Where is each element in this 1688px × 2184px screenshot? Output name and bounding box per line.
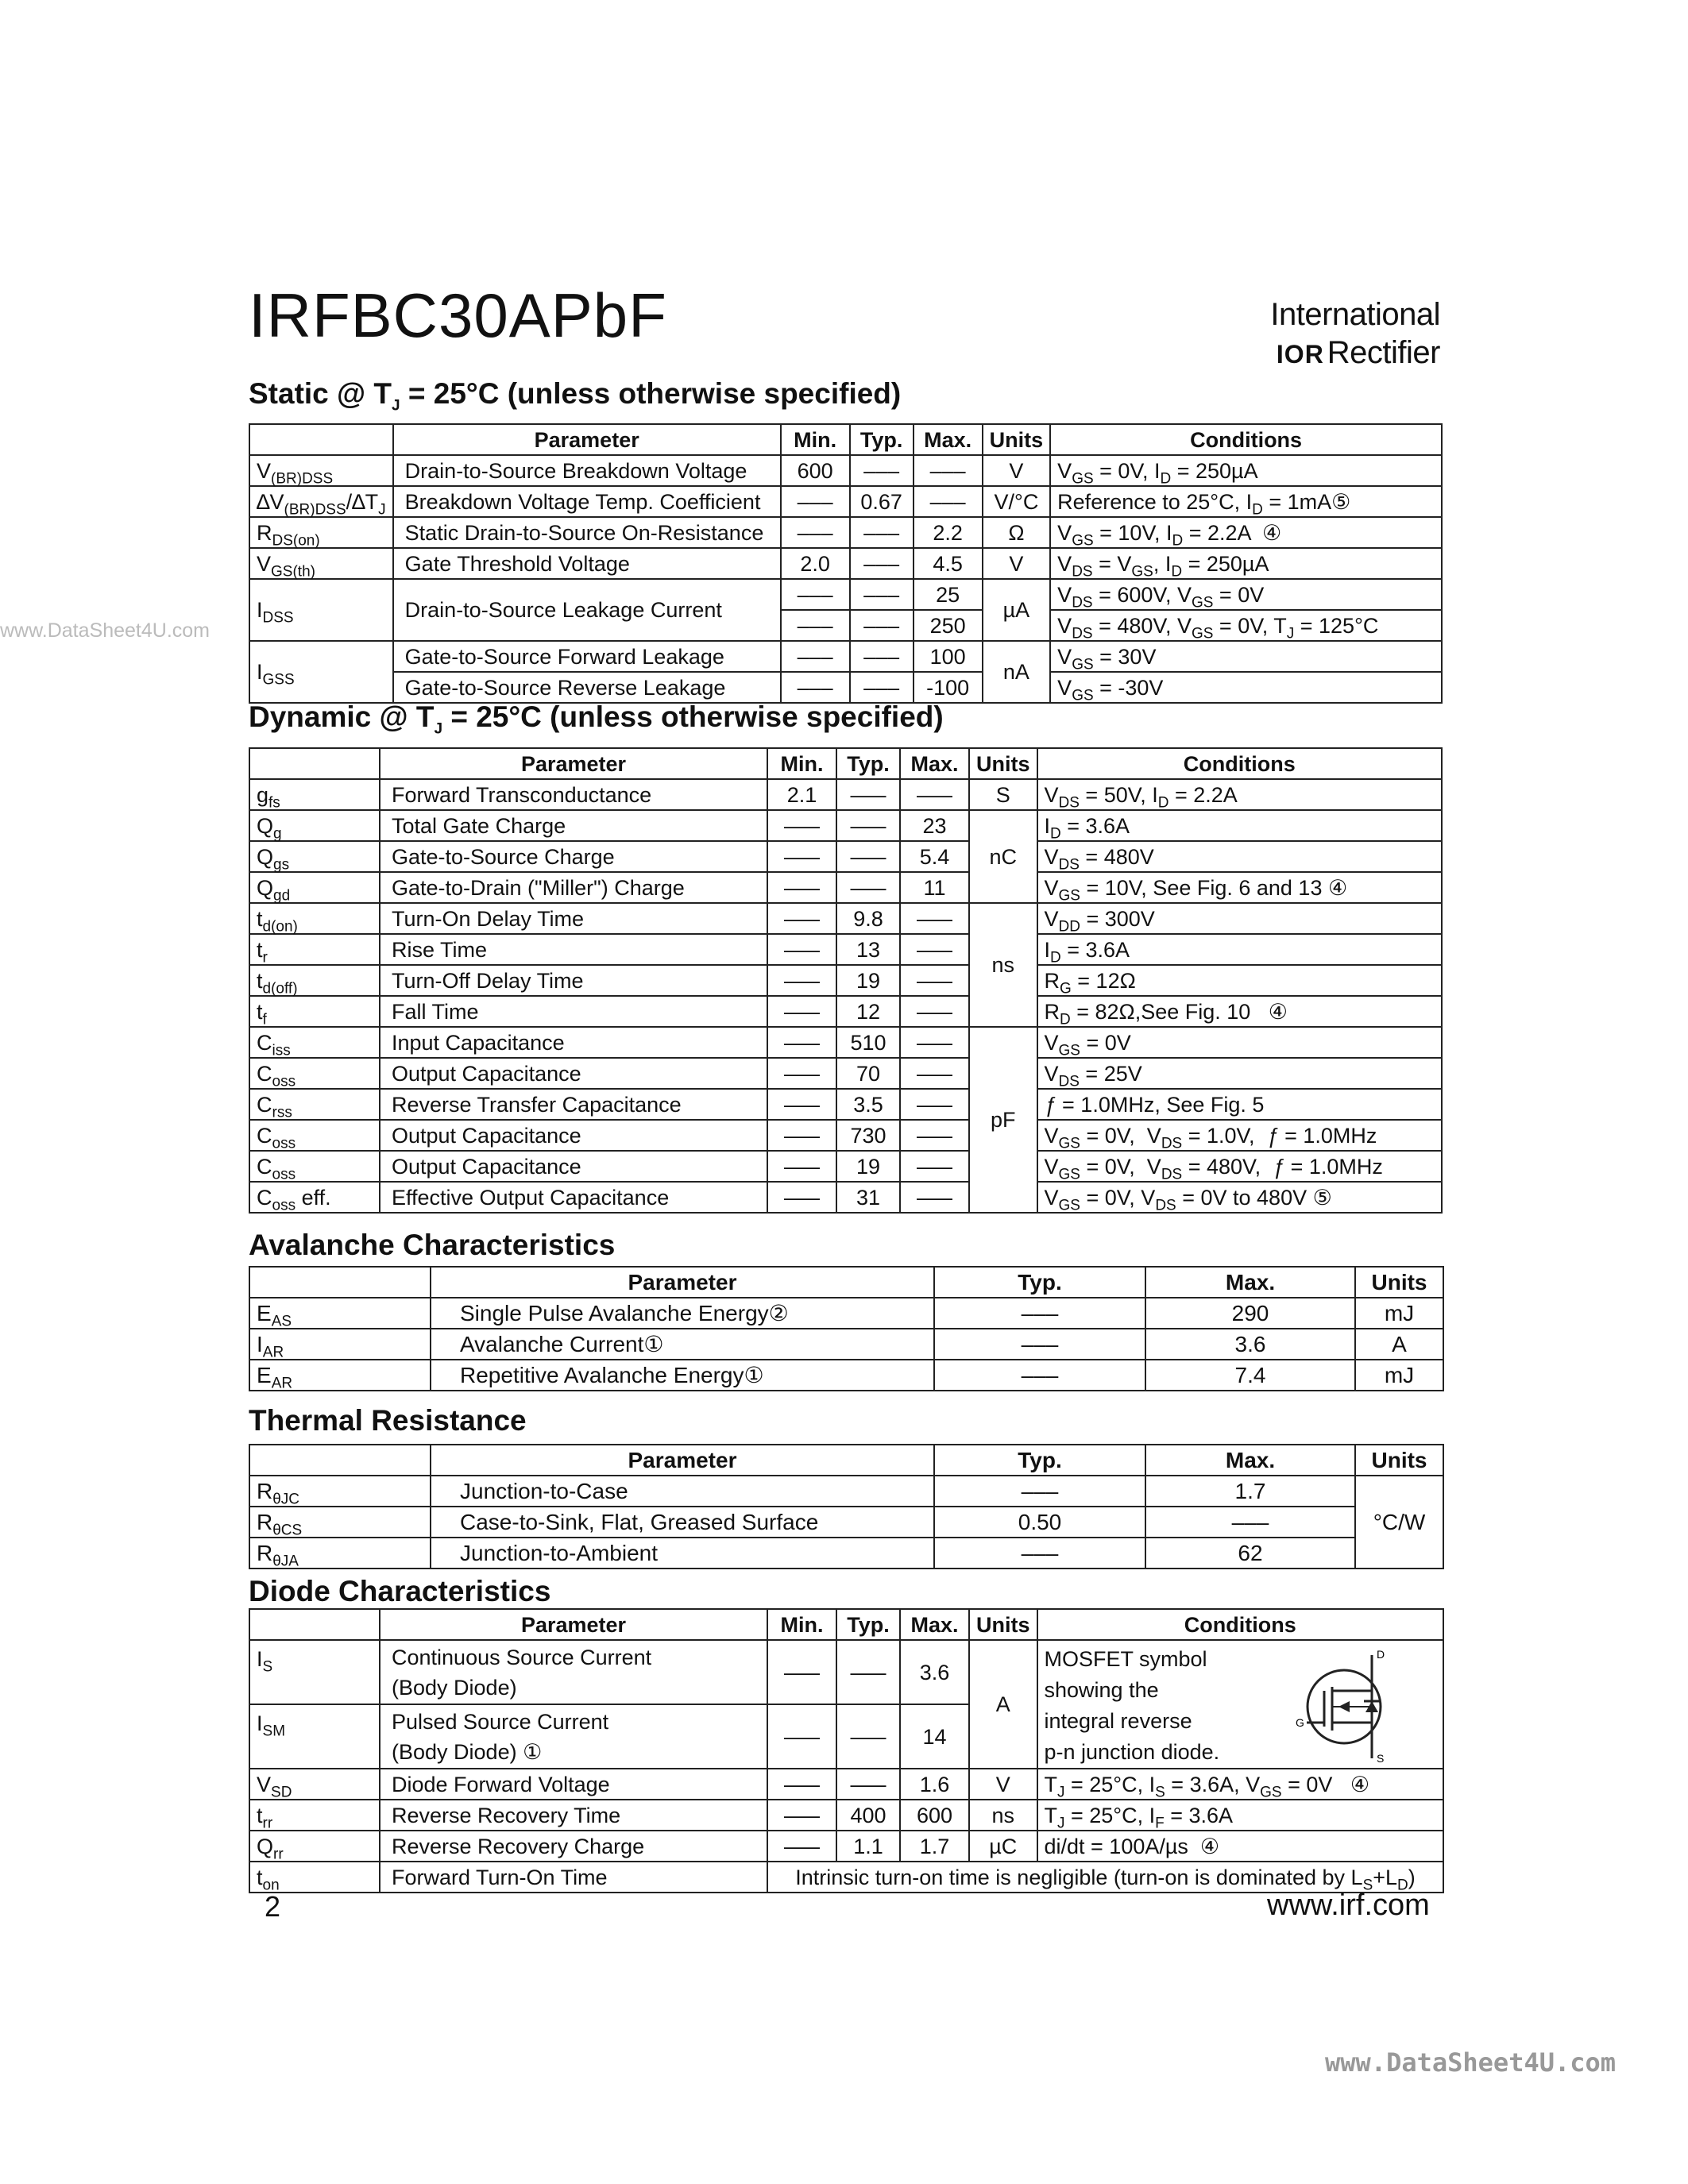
- part-number-title: IRFBC30APbF: [249, 280, 667, 350]
- static-section-title: Static @ $T_J = 25^\circ C$ (unless otherwise specified): [249, 377, 902, 415]
- table-row: $Q_g$ Total Gate Charge ––– ––– 23 nC $I_D = 3.6A$: [249, 810, 1442, 841]
- table-row: $t_{on}$ Forward Turn-On Time Intrinsic turn-on time is negligible (turn-on is dominated by $L_S+L_D$): [249, 1862, 1443, 1893]
- table-row: $I_S$ Continuous Source Current (Body Diode) ––– ––– 3.6 A MOSFET symbol showing the integral reverse p-n junction diode. D G S: [249, 1640, 1443, 1704]
- dynamic-section-title: Dynamic @ $T_J = 25^\circ C$ (unless otherwise specified): [249, 700, 944, 738]
- table-row: $Q_{gd}$ Gate-to-Drain ("Miller") Charge ––– ––– 11 $V_{GS} = 10V$, See Fig. 6 and 13 ④: [249, 872, 1442, 903]
- avalanche-section-title: Avalanche Characteristics: [249, 1229, 616, 1261]
- table-row: $V_{GS(th)}$ Gate Threshold Voltage 2.0 ––– 4.5 V $V_{DS} = V_{GS}$, $I_D = 250\mu A$: [249, 548, 1442, 579]
- svg-text:S: S: [1376, 1752, 1384, 1765]
- avalanche-table: Parameter Typ. Max. Units $E_{AS}$ Single Pulse Avalanche Energy② ––– 290 mJ $I_{AR}$ Avalanche Current① ––– 3.6 A $E_{AR}$ Repetitive Avalanche Energy① ––– 7.4 mJ: [249, 1266, 1444, 1391]
- table-row: $C_{oss}$ Output Capacitance ––– 19 ––– $V_{GS} = 0V$, $V_{DS} = 480V$, ƒ = 1.0MHz: [249, 1151, 1442, 1182]
- ior-logo-mark: IOR: [1276, 340, 1324, 369]
- table-row: $V_{(BR)DSS}$ Drain-to-Source Breakdown Voltage 600 ––– ––– V $V_{GS} = 0V$, $I_D = 250\mu A$: [249, 455, 1442, 486]
- dynamic-table: Parameter Min. Typ. Max. Units Conditions $g_{fs}$ Forward Transconductance 2.1 ––– ––– S $V_{DS} = 50V$, $I_D = 2.2A$ $Q_g$ Total Gate Charge ––– ––– 23 nC $I_D = 3.6A$ $Q_{gs}$ Gate-to-Source Charge ––– ––– 5.4 $V_{DS} = 480V$ $Q_{gd}$ Gate-to-Drain ("Miller") Charge ––– ––– 11 $V_{GS} = 10V$, See Fig. 6 and 13 ④ $t_{d(on)}$ Turn-On Delay Time ––– 9.8 ––– ns $V_{DD} = 300V$ $t_r$ Rise Time ––– 13 ––– $I_D = 3.6A$ $t_{d(off)}$ Turn-Off Delay Time ––– 19 ––– $R_G = 12\Omega$ $t_f$ Fall Time ––– 12 ––– $R_D = 82\Omega,See$ Fig. 10 ④ $C_{iss}$ Input Capacitance ––– 510 ––– pF $V_{GS} = 0V$ $C_{oss}$ Output Capacitance ––– 70 ––– $V_{DS} = 25V$ $C_{rss}$ Reverse Transfer Capacitance ––– 3.5 ––– ƒ = 1.0MHz, See Fig. 5 $C_{oss}$ Output Capacitance ––– 730 ––– $V_{GS} = 0V$, $V_{DS} = 1.0V$, ƒ = 1.0MHz $C_{oss}$ Output Capacitance ––– 19 ––– $V_{GS} = 0V$, $V_{DS} = 480V$, ƒ = 1.0MHz $C_{oss}$ eff. Effective Output Capacitance ––– 31 ––– $V_{GS} = 0V$, $V_{DS} = 0V$ to 480V ⑤: [249, 747, 1443, 1214]
- footer-url[interactable]: www.irf.com: [1267, 1889, 1430, 1922]
- mosfet-symbol-icon: [1292, 1647, 1396, 1766]
- static-table: Parameter Min. Typ. Max. Units Conditions $V_{(BR)DSS}$ Drain-to-Source Breakdown Voltage 600 ––– ––– V $V_{GS} = 0V$, $I_D = 250\mu A$ $\Delta V_{(BR)DSS}/\Delta T_J$ Breakdown Voltage Temp. Coefficient ––– 0.67 ––– V/°C Reference to 25°C, $I_D$ = 1mA⑤ $R_{DS(on)}$ Static Drain-to-Source On-Resistance ––– ––– 2.2 Ω $V_{GS} = 10V$, $I_D = 2.2A$ ④ $V_{GS(th)}$ Gate Threshold Voltage 2.0 ––– 4.5 V $V_{DS} = V_{GS}$, $I_D = 250\mu A$ $I_{DSS}$ Drain-to-Source Leakage Current ––– ––– 25 µA $V_{DS} = 600V$, $V_{GS} = 0V$ ––– ––– 250 $V_{DS} = 480V$, $V_{GS} = 0V$, $T_J = 125^\circ C$ $I_{GSS}$ Gate-to-Source Forward Leakage ––– ––– 100 nA $V_{GS} = 30V$ Gate-to-Source Reverse Leakage ––– ––– -100 $V_{GS} = -30V$: [249, 423, 1443, 704]
- table-row: $t_{rr}$ Reverse Recovery Time ––– 400 600 ns $T_J = 25^\circ C$, $I_F = 3.6A$: [249, 1800, 1443, 1831]
- table-row: $V_{SD}$ Diode Forward Voltage ––– ––– 1.6 V $T_J = 25^\circ C$, $I_S = 3.6A$, $V_{GS} = 0V$ ④: [249, 1769, 1443, 1800]
- table-row: $t_{d(on)}$ Turn-On Delay Time ––– 9.8 ––– ns $V_{DD} = 300V$: [249, 903, 1442, 934]
- table-row: $g_{fs}$ Forward Transconductance 2.1 ––– ––– S $V_{DS} = 50V$, $I_D = 2.2A$: [249, 779, 1442, 810]
- table-row: Gate-to-Source Reverse Leakage ––– ––– -100 $V_{GS} = -30V$: [249, 672, 1442, 703]
- company-logo: International IOR Rectifier: [1270, 297, 1440, 370]
- table-row: $t_f$ Fall Time ––– 12 ––– $R_D = 82\Omega,See$ Fig. 10 ④: [249, 996, 1442, 1027]
- table-row: $C_{iss}$ Input Capacitance ––– 510 ––– pF $V_{GS} = 0V$: [249, 1027, 1442, 1058]
- table-row: $Q_{rr}$ Reverse Recovery Charge ––– 1.1 1.7 µC di/dt = 100A/µs ④: [249, 1831, 1443, 1862]
- svg-text:G: G: [1295, 1716, 1304, 1729]
- table-row: $E_{AR}$ Repetitive Avalanche Energy① ––– 7.4 mJ: [249, 1360, 1443, 1391]
- table-row: $R_{DS(on)}$ Static Drain-to-Source On-Resistance ––– ––– 2.2 Ω $V_{GS} = 10V$, $I_D = 2.2A$ ④: [249, 517, 1442, 548]
- table-row: $I_{DSS}$ Drain-to-Source Leakage Current ––– ––– 25 µA $V_{DS} = 600V$, $V_{GS} = 0V$: [249, 579, 1442, 610]
- table-row: $E_{AS}$ Single Pulse Avalanche Energy② ––– 290 mJ: [249, 1298, 1443, 1329]
- table-row: $C_{oss}$ Output Capacitance ––– 70 ––– $V_{DS} = 25V$: [249, 1058, 1442, 1089]
- table-row: $R_{\theta CS}$ Case-to-Sink, Flat, Greased Surface 0.50 –––: [249, 1507, 1443, 1538]
- thermal-table: Parameter Typ. Max. Units $R_{\theta JC}$ Junction-to-Case ––– 1.7 °C/W $R_{\theta CS}$ Case-to-Sink, Flat, Greased Surface 0.50 ––– $R_{\theta JA}$ Junction-to-Ambient ––– 62: [249, 1444, 1444, 1569]
- table-row: $\Delta V_{(BR)DSS}/\Delta T_J$ Breakdown Voltage Temp. Coefficient ––– 0.67 ––– V/°C Reference to 25°C, $I_D$ = 1mA⑤: [249, 486, 1442, 517]
- table-row: $I_{GSS}$ Gate-to-Source Forward Leakage ––– ––– 100 nA $V_{GS} = 30V$: [249, 641, 1442, 672]
- table-row: $C_{oss}$ eff. Effective Output Capacitance ––– 31 ––– $V_{GS} = 0V$, $V_{DS} = 0V$ to 480V ⑤: [249, 1182, 1442, 1213]
- table-row: ––– ––– 250 $V_{DS} = 480V$, $V_{GS} = 0V$, $T_J = 125^\circ C$: [249, 610, 1442, 641]
- diode-table: Parameter Min. Typ. Max. Units Conditions $I_S$ Continuous Source Current (Body Diode) ––– ––– 3.6 A MOSFET symbol showing the integral reverse p-n junction diode. D G S $I_{SM}$ Pulsed Source Current (Body Diode) ① ––– ––– 14 $V_{SD}$ Diode Forward Voltage ––– ––– 1.6 V $T_J = 25^\circ C$, $I_S = 3.6A$, $V_{GS} = 0V$ ④ $t_{rr}$ Reverse Recovery Time ––– 400 600 ns $T_J = 25^\circ C$, $I_F = 3.6A$ $Q_{rr}$ Reverse Recovery Charge ––– 1.1 1.7 µC di/dt = 100A/µs ④ $t_{on}$ Forward Turn-On Time Intrinsic turn-on time is negligible (turn-on is dominated by $L_S+L_D$): [249, 1608, 1444, 1893]
- watermark-left: www.DataSheet4U.com: [0, 619, 211, 642]
- table-row: $C_{rss}$ Reverse Transfer Capacitance ––– 3.5 ––– ƒ = 1.0MHz, See Fig. 5: [249, 1089, 1442, 1120]
- table-row: $t_{d(off)}$ Turn-Off Delay Time ––– 19 ––– $R_G = 12\Omega$: [249, 965, 1442, 996]
- table-row: $t_r$ Rise Time ––– 13 ––– $I_D = 3.6A$: [249, 934, 1442, 965]
- watermark-bottom: www.DataSheet4U.com: [1325, 2047, 1617, 2078]
- page-number: 2: [265, 1890, 281, 1923]
- table-row: $R_{\theta JC}$ Junction-to-Case ––– 1.7 °C/W: [249, 1476, 1443, 1507]
- table-row: $I_{SM}$ Pulsed Source Current (Body Diode) ① ––– ––– 14: [249, 1704, 1443, 1769]
- table-row: $C_{oss}$ Output Capacitance ––– 730 ––– $V_{GS} = 0V$, $V_{DS} = 1.0V$, ƒ = 1.0MHz: [249, 1120, 1442, 1151]
- diode-section-title: Diode Characteristics: [249, 1575, 551, 1607]
- table-row: $I_{AR}$ Avalanche Current① ––– 3.6 A: [249, 1329, 1443, 1360]
- thermal-section-title: Thermal Resistance: [249, 1404, 527, 1437]
- table-row: $R_{\theta JA}$ Junction-to-Ambient ––– 62: [249, 1538, 1443, 1569]
- svg-text:D: D: [1376, 1648, 1385, 1661]
- table-row: $Q_{gs}$ Gate-to-Source Charge ––– ––– 5.4 $V_{DS} = 480V$: [249, 841, 1442, 872]
